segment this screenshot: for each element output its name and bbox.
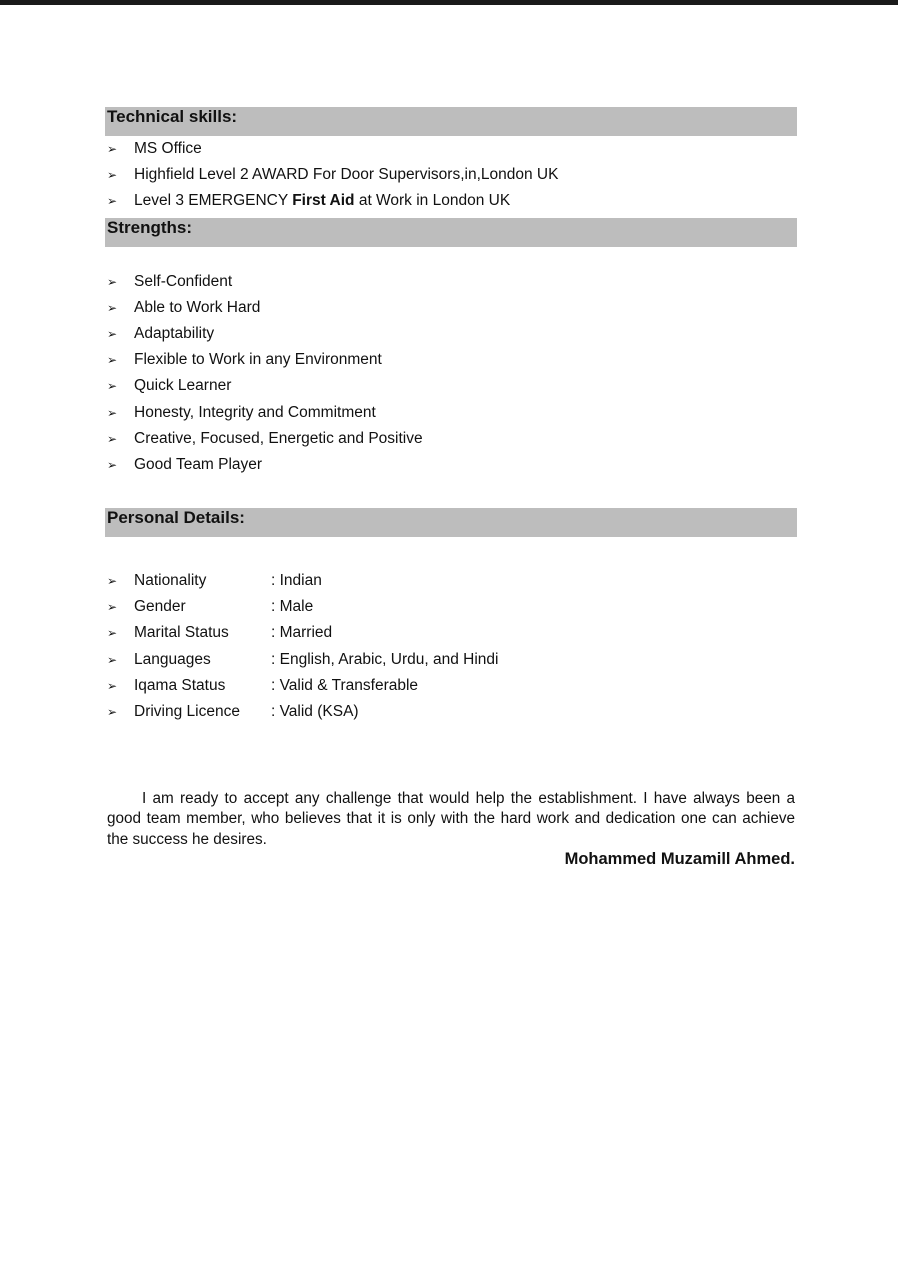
personal-details-list	[105, 568, 797, 725]
detail-value: : Indian	[271, 572, 322, 590]
personal-details-heading: Personal Details:	[105, 508, 797, 537]
detail-label: Driving Licence	[134, 703, 240, 720]
skill-text-bold: First Aid	[292, 192, 355, 210]
detail-label: Gender	[134, 598, 186, 616]
arrowhead-bullet-icon: ➢	[107, 300, 118, 315]
detail-label: Languages	[134, 650, 211, 668]
signature: Mohammed Muzamill Ahmed.	[564, 850, 795, 868]
list-item	[105, 373, 797, 399]
arrowhead-bullet-icon: ➢	[107, 274, 118, 289]
list-item	[105, 136, 797, 162]
list-item	[105, 295, 797, 321]
list-item	[105, 162, 797, 188]
strength-text: Creative, Focused, Energetic and Positive	[134, 429, 423, 447]
arrowhead-bullet-icon: ➢	[107, 379, 118, 394]
list-item	[105, 699, 797, 725]
list-item	[105, 426, 797, 452]
list-item	[105, 269, 797, 295]
strength-text: Honesty, Integrity and Commitment	[134, 403, 376, 421]
arrowhead-bullet-icon: ➢	[107, 431, 118, 446]
list-item	[105, 568, 797, 594]
arrowhead-bullet-icon: ➢	[107, 326, 118, 341]
strength-text: Self-Confident	[134, 272, 233, 290]
strength-text: Able to Work Hard	[134, 298, 261, 316]
arrowhead-bullet-icon: ➢	[107, 600, 118, 615]
strength-text: Good Team Player	[134, 455, 263, 473]
arrowhead-bullet-icon: ➢	[107, 626, 118, 641]
arrowhead-bullet-icon: ➢	[107, 142, 118, 156]
arrowhead-bullet-icon: ➢	[107, 652, 118, 667]
list-item	[105, 620, 797, 646]
detail-label: Nationality	[134, 572, 207, 590]
detail-value: : Male	[271, 598, 314, 616]
technical-skills-heading: Technical skills:	[105, 107, 797, 136]
skill-text: Highfield Level 2 AWARD For Door Supervisors,in,London UK	[134, 166, 559, 184]
strength-text: Adaptability	[134, 324, 215, 342]
skill-text-suffix: at Work in London UK	[354, 192, 511, 210]
arrowhead-bullet-icon: ➢	[107, 194, 118, 209]
strength-text: Quick Learner	[134, 377, 232, 395]
arrowhead-bullet-icon: ➢	[107, 457, 118, 472]
arrowhead-bullet-icon: ➢	[107, 168, 118, 183]
list-item	[105, 347, 797, 373]
arrowhead-bullet-icon: ➢	[107, 574, 118, 589]
list-item	[105, 400, 797, 426]
detail-label: Iqama Status	[134, 676, 226, 694]
detail-value: : English, Arabic, Urdu, and Hindi	[271, 650, 499, 668]
technical-skills-list	[105, 136, 797, 215]
detail-value: : Valid (KSA)	[271, 703, 359, 720]
skill-text-prefix: Level 3 EMERGENCY	[134, 192, 293, 210]
list-item	[105, 452, 797, 478]
detail-label: Marital Status	[134, 624, 229, 642]
arrowhead-bullet-icon: ➢	[107, 705, 118, 719]
top-border	[0, 0, 898, 5]
list-item	[105, 647, 797, 673]
arrowhead-bullet-icon: ➢	[107, 678, 118, 693]
detail-value: : Valid & Transferable	[271, 676, 419, 694]
arrowhead-bullet-icon: ➢	[107, 353, 118, 368]
resume-page	[105, 107, 797, 725]
list-item	[105, 188, 797, 214]
list-item	[105, 321, 797, 347]
closing-statement: I am ready to accept any challenge that would help the establishment. I have always been a good team member, who believes that it is only with the hard work and dedication one can achieve the success he desires.	[107, 790, 795, 848]
detail-value: : Married	[271, 624, 333, 642]
strength-text: Flexible to Work in any Environment	[134, 351, 382, 369]
list-item	[105, 673, 797, 699]
strengths-heading: Strengths:	[105, 218, 797, 247]
skill-text: MS Office	[134, 140, 202, 157]
arrowhead-bullet-icon: ➢	[107, 405, 118, 420]
strengths-list	[105, 269, 797, 479]
list-item	[105, 594, 797, 620]
